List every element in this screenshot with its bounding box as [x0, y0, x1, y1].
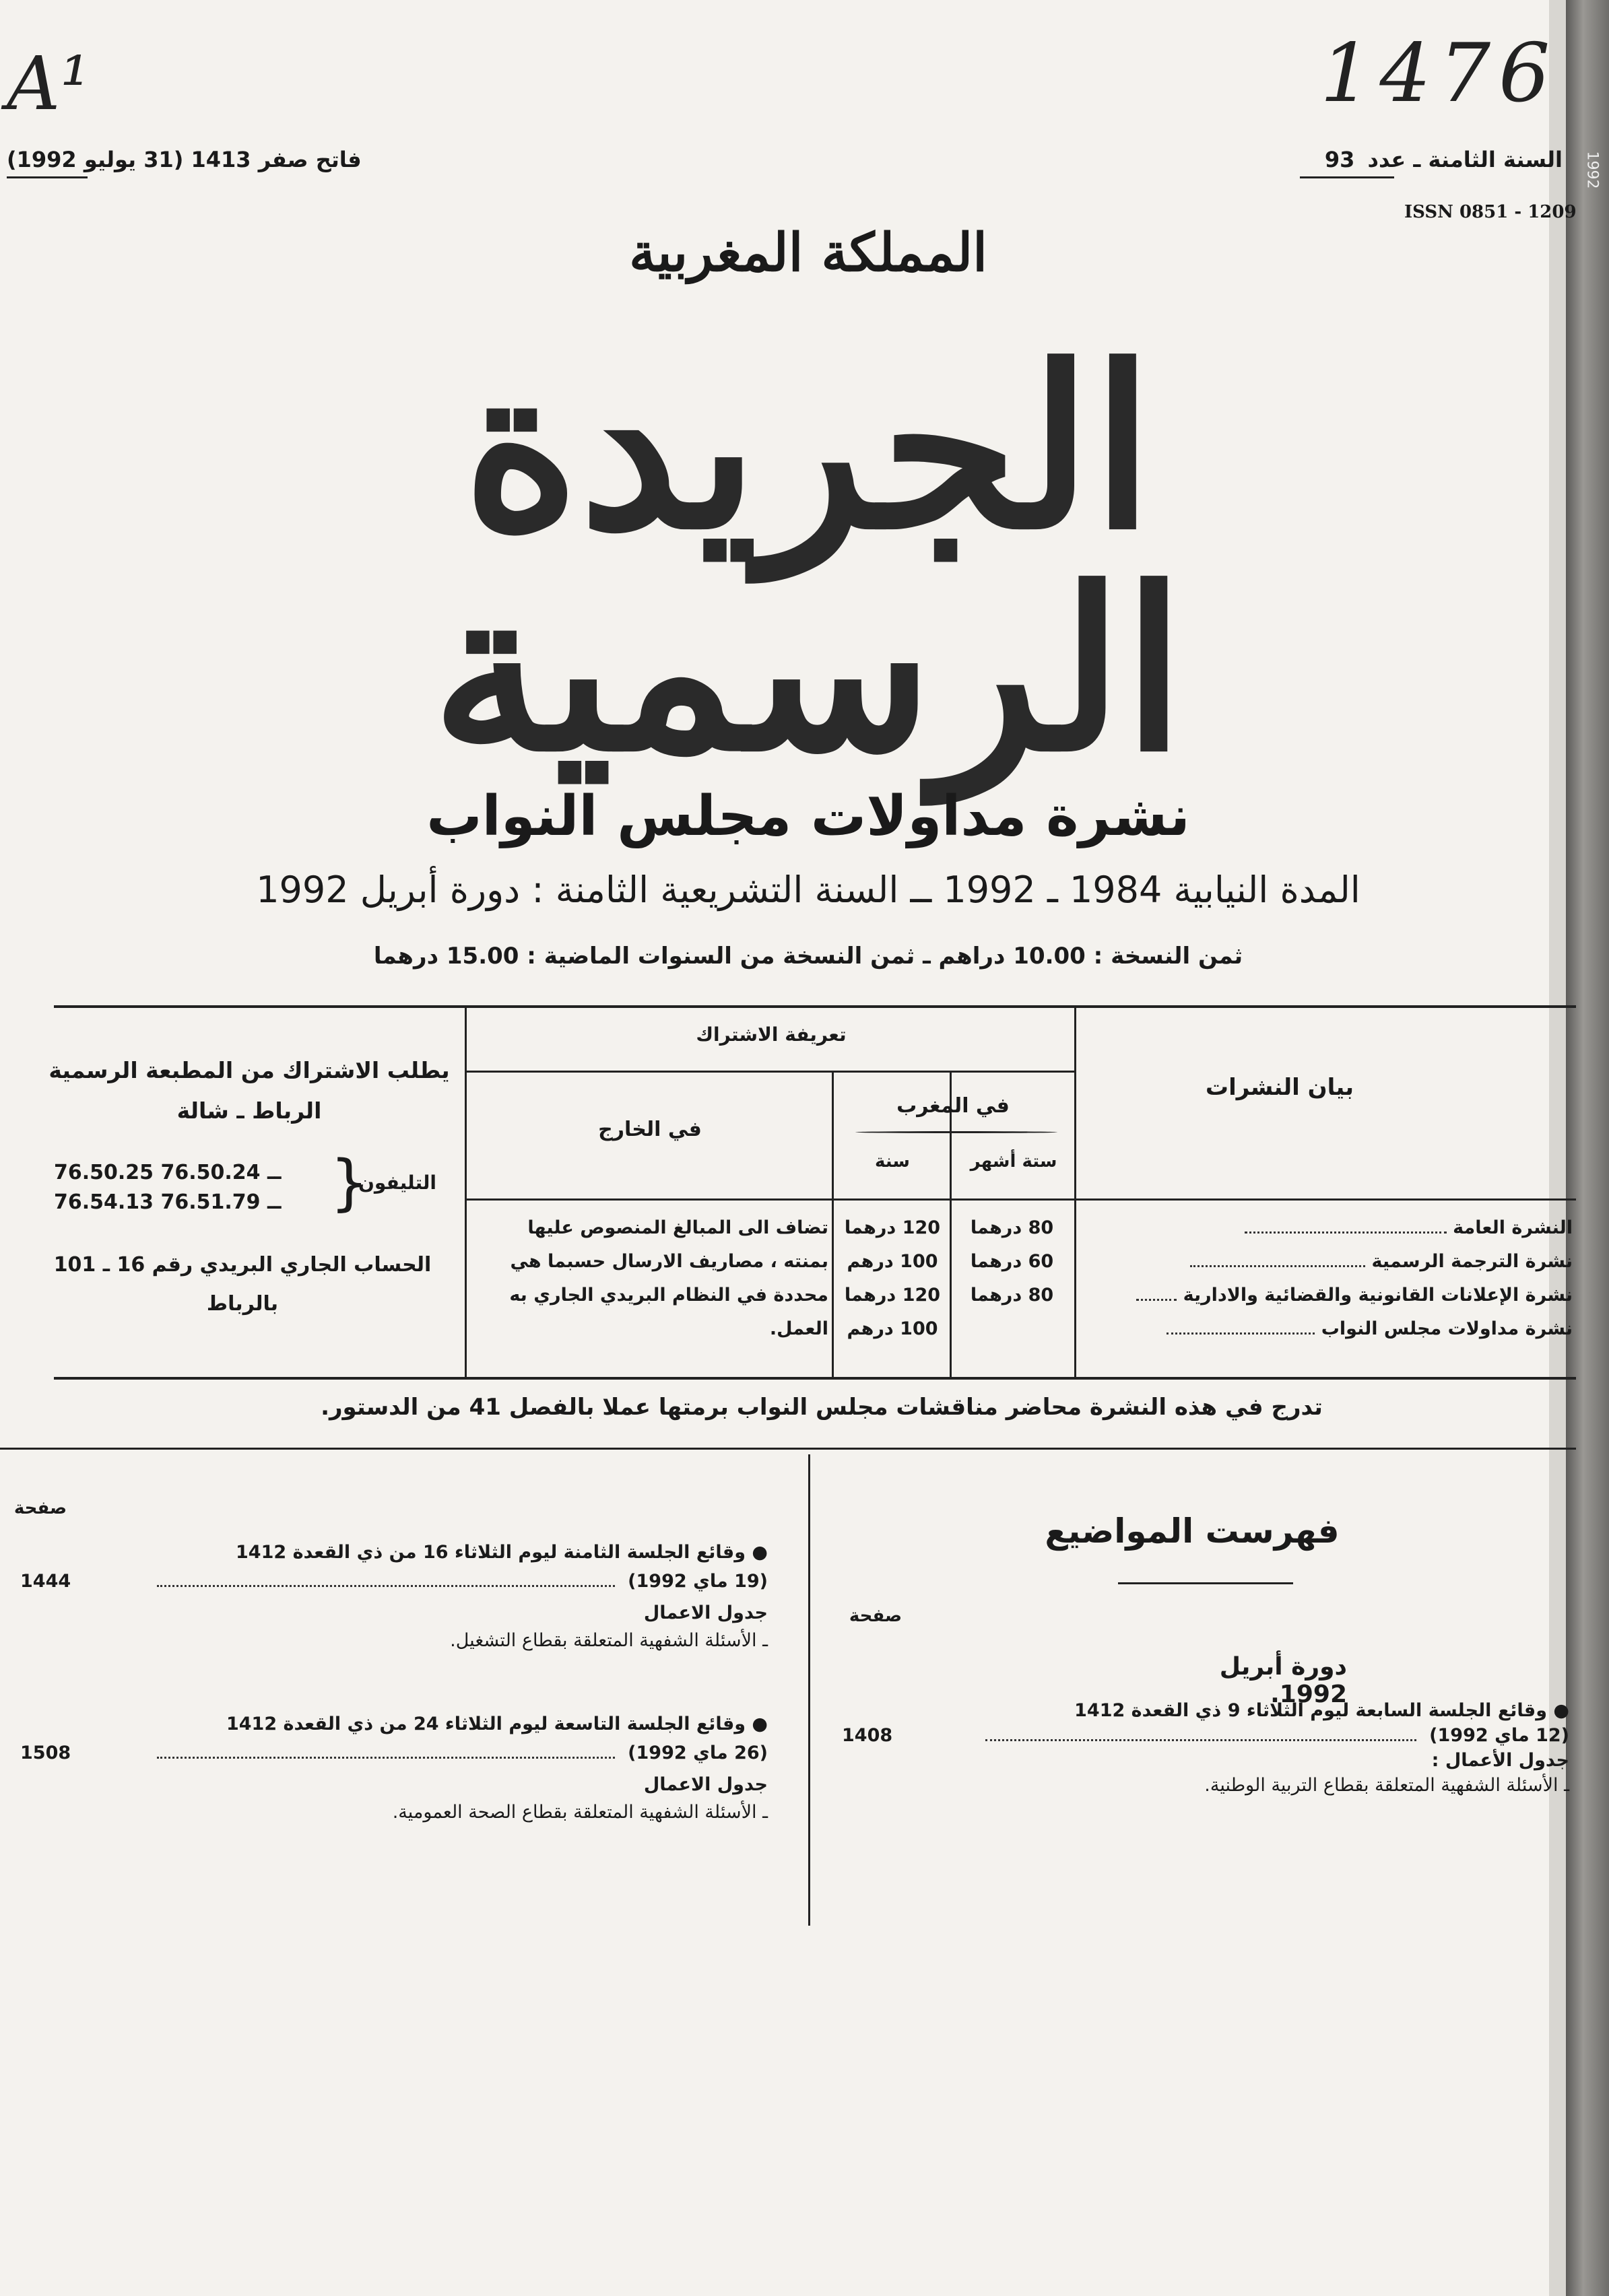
- table-cell: 120 درهما: [844, 1217, 941, 1238]
- toc-agenda-item: ـ الأسئلة الشفهية المتعلقة بقطاع التشغيل.: [450, 1630, 768, 1651]
- postal-account: الحساب الجاري البريدي رقم 16 ـ 101 بالرباط: [53, 1253, 432, 1316]
- col-six-months: ستة أشهر: [970, 1151, 1057, 1172]
- toc-agenda: جدول الاعمال: [643, 1602, 768, 1623]
- table-cell: 80 درهما: [970, 1285, 1054, 1306]
- table-header-line-1: [465, 1071, 1074, 1073]
- col-morocco: في المغرب: [896, 1094, 1010, 1118]
- col-publications: بيان النشرات: [1205, 1074, 1354, 1101]
- table-morocco-brace: [855, 1131, 1057, 1133]
- toc-page-label-right: صفحة: [849, 1606, 902, 1626]
- table-row: نشرة مداولات مجلس النواب: [1084, 1310, 1573, 1349]
- publications-list: [1084, 1209, 1573, 1349]
- year-column: [835, 1209, 950, 1349]
- toc-agenda: جدول الأعمال :: [1431, 1750, 1569, 1771]
- toc-column-divider: [808, 1454, 810, 1926]
- table-row: نشرة الترجمة الرسمية: [1084, 1242, 1573, 1281]
- toc-page-number: 1508: [20, 1743, 71, 1763]
- toc-entry-left-1: [20, 1542, 768, 1651]
- toc-entry-right: [842, 1700, 1569, 1796]
- toc-entry-line2: (26 ماي 1992) 1508: [20, 1743, 768, 1763]
- table-divider-4: [832, 1071, 834, 1377]
- order-info: يطلب الاشتراك من المطبعة الرسمية الرباط ـ شالة: [48, 1057, 450, 1124]
- legislative-term: المدة النيابية 1984 ـ 1992 ــ السنة التشريعية الثامنة : دورة أبريل 1992: [256, 869, 1360, 911]
- col-abroad: في الخارج: [598, 1118, 702, 1141]
- toc-session: دورة أبريل 1992.: [1219, 1653, 1347, 1708]
- toc-entry-line1: ● وقائع الجلسة السابعة ليوم الثلاثاء 9 ذي القعدة 1412: [1074, 1700, 1569, 1721]
- header-date: فاتح صفر 1413 (31 يوليو 1992): [7, 147, 362, 172]
- toc-entry-line1: ● وقائع الجلسة الثامنة ليوم الثلاثاء 16 من ذي القعدة 1412: [236, 1542, 768, 1563]
- toc-agenda-item: ـ الأسئلة الشفهية المتعلقة بقطاع التربية الوطنية.: [1204, 1775, 1569, 1796]
- year-issue-label: السنة الثامنة ـ عدد: [1367, 147, 1563, 172]
- table-header-line-2: [465, 1198, 1576, 1201]
- handwritten-number-right: 1476: [1320, 27, 1558, 121]
- page-binding-strip: [1549, 0, 1567, 2296]
- phone-label: التليفون: [358, 1172, 436, 1194]
- toc-entry-line2: (19 ماي 1992) 1444: [20, 1571, 768, 1592]
- table-row: نشرة الإعلانات القانونية والقضائية والادارية: [1084, 1276, 1573, 1315]
- toc-page-number: 1444: [20, 1571, 71, 1592]
- toc-entry-line2: (12 ماي 1992) 1408: [842, 1725, 1569, 1746]
- gazette-title: الجريدة الرسمية: [431, 317, 1185, 801]
- table-divider-1: [1074, 1008, 1076, 1377]
- table-bottom-border: [54, 1377, 1576, 1380]
- six-months-column: [953, 1209, 1071, 1343]
- table-cell: 100 درهم: [847, 1318, 938, 1339]
- header-year-issue: [1266, 147, 1563, 172]
- kingdom-heading: المملكة المغربية: [629, 222, 987, 283]
- issn: ISSN 0851 - 1209: [1404, 202, 1577, 222]
- phone-brace: }: [330, 1147, 369, 1218]
- page-edge: [1566, 0, 1609, 2296]
- notice-bottom-border: [0, 1448, 1576, 1450]
- toc-entry-left-2: [20, 1714, 768, 1823]
- edge-year: 1992: [1583, 151, 1601, 189]
- phone-numbers: 76.50.25 ــ 76.50.24 76.54.13 ــ 76.51.79: [54, 1161, 282, 1214]
- toc-agenda-item: ـ الأسئلة الشفهية المتعلقة بقطاع الصحة العمومية.: [392, 1802, 768, 1823]
- table-top-border: [54, 1005, 1576, 1008]
- table-row: النشرة العامة: [1084, 1209, 1573, 1248]
- table-cell: 120 درهما: [844, 1285, 941, 1306]
- issue-number: 93: [1324, 147, 1355, 172]
- toc-agenda: جدول الاعمال: [643, 1774, 768, 1795]
- toc-page-label-left: صفحة: [13, 1498, 67, 1518]
- abroad-note: تضاف الى المبالغ المنصوص عليها بمنته ، مصاريف الارسال حسبما هي محددة في النظام البريدي الجاري به العمل.: [509, 1217, 828, 1339]
- col-tariff: تعريفة الاشتراك: [696, 1023, 847, 1046]
- toc-title: فهرست المواضيع: [1045, 1512, 1340, 1551]
- handwritten-mark-left: A¹: [7, 40, 90, 127]
- table-cell: 60 درهما: [970, 1251, 1054, 1272]
- table-divider-2: [465, 1008, 467, 1377]
- issue-price: ثمن النسخة : 10.00 دراهم ـ ثمن النسخة من السنوات الماضية : 15.00 درهما: [373, 943, 1243, 970]
- toc-page-number: 1408: [842, 1725, 893, 1746]
- bulletin-subtitle: نشرة مداولات مجلس النواب: [426, 784, 1190, 848]
- header-underline-right: [1300, 176, 1394, 178]
- toc-title-underline: [1118, 1582, 1293, 1584]
- toc-entry-line1: ● وقائع الجلسة التاسعة ليوم الثلاثاء 24 من ذي القعدة 1412: [226, 1714, 768, 1734]
- table-cell: 80 درهما: [970, 1217, 1054, 1238]
- constitution-notice: تدرج في هذه النشرة محاضر مناقشات مجلس النواب برمتها عملا بالفصل 41 من الدستور.: [321, 1394, 1323, 1421]
- table-cell: 100 درهم: [847, 1251, 938, 1272]
- header-underline-left: [7, 176, 88, 178]
- col-year: سنة: [875, 1151, 910, 1172]
